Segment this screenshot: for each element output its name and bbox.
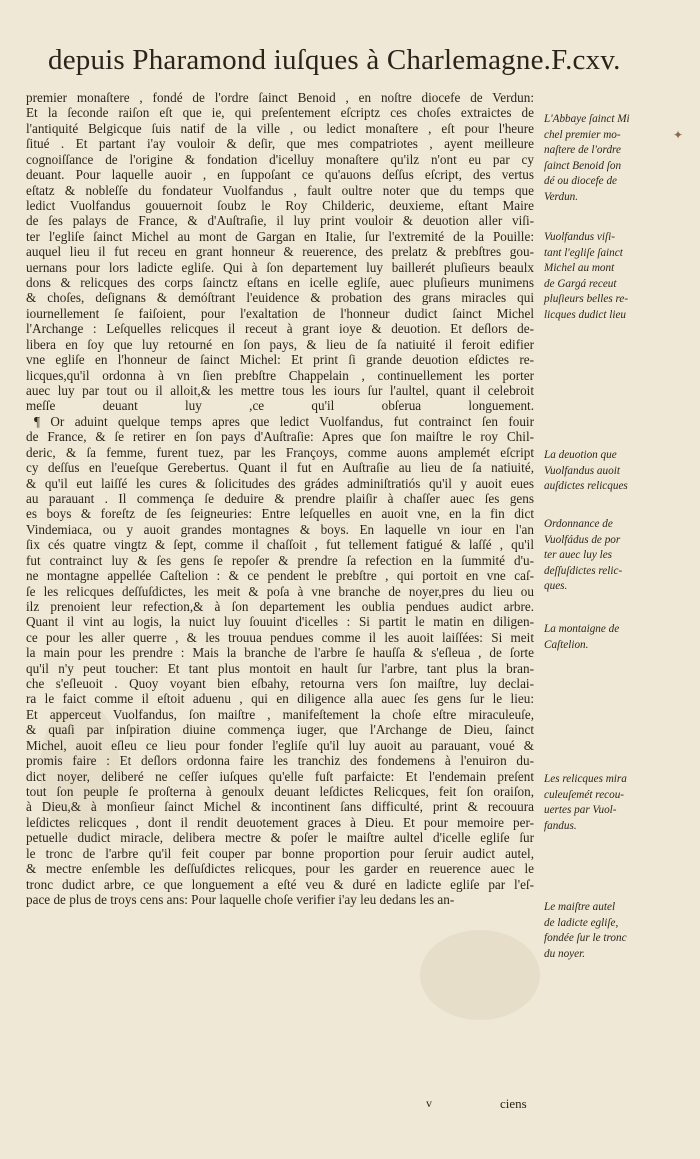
margin-note-line: Vuolfandus auoit — [544, 464, 620, 477]
text-line: leſdictes relicques , dont il rendit deuotement graces à Dieu. Et pour memoire per- — [26, 814, 534, 830]
margin-note — [544, 900, 694, 962]
text-line: le tronc de l'arbre qu'il feit couper par bonne proportion pour ſeruir audict autel, — [26, 845, 534, 861]
margin-note-line: naſtere de l'ordre — [544, 144, 621, 157]
margin-note-line: licques dudict lieu — [544, 308, 627, 321]
text-line: à Dieu,& à monſieur ſainct Michel & incontinent ſans difficulté, print & recouura — [26, 799, 534, 815]
margin-note-line: Ordonnance de — [544, 518, 613, 530]
text-line: ledict Vuolfandus gouuernoit ſoubz le Roy Childeric, deuxieme, eſtant Maire — [26, 197, 534, 213]
text-line: Et la ſeconde raiſon eſt que ie, qui preſentement eſcriptz ces choſes extraictes de — [26, 105, 534, 121]
text-line: licques,qu'il ordonna à vn ſien prebſtre Chappelain , continuellement les porter — [26, 367, 534, 383]
margin-note — [544, 448, 694, 495]
text-line: ne montagne appellée Caſtelion : & ce pendent le prebſtre , qui portoit en vne caſ- — [26, 568, 534, 584]
margin-note-line: deſſuſdictes relic- — [544, 564, 623, 577]
text-line: uernans pour lors ladicte egliſe. Qui à ſon departement luy baillerét pluſieurs beaulx — [26, 259, 534, 275]
text-line: qu'il n'y peut toucher: Et tant plus montoit en hault ſur l'arbre, tant plus la bran- — [26, 660, 534, 676]
text-line: Vindemiaca, ou y auoit grandes montagnes & boys. En laquelle vn iour en l'an — [26, 521, 534, 537]
text-line: tronc dudict arbre, ce que longuement a eſté veu & duré en ladicte egliſe par l'eſ- — [26, 876, 534, 892]
text-line: eſtatz & nobleſſe du fondateur Vuolfandus , fault oultre noter que du temps que — [26, 182, 534, 198]
margin-note-line: Verdun. — [544, 190, 579, 203]
margin-note-line: du noyer. — [544, 947, 586, 960]
margin-note-line: fandus. — [544, 819, 577, 832]
margin-note-line: fondée ſur le tronc — [544, 932, 627, 945]
text-line: cognoiſſance de l'origine & fondation d'icelluy monaſtere qu'ilz n'ont eu par cy — [26, 151, 534, 167]
text-line: Et apperceut Vuolfandus, ſon maiſtre , manifeſtement la choſe eſtre miraculeuſe, — [26, 706, 534, 722]
text-line: Michel, auoit eſleu ce lieu pour fonder l'egliſe qu'il luy auoit au parauant, voué & — [26, 737, 534, 753]
text-line: de France, & ſe retirer en ſon pays d'Auſtraſie: Apres que ſon maiſtre le roy Chil- — [26, 429, 534, 445]
margin-note-line: ſainct Benoid ſon — [544, 159, 622, 172]
margin-note-line: pluſieurs belles re- — [544, 293, 629, 306]
margin-note-line: culeuſemét recou- — [544, 788, 625, 801]
text-line: & qu'il eut laiſſé les cures & ſolicitudes des grádes adminiſtratiós qu'il y auoit eues — [26, 475, 534, 491]
margin-note-line: Michel au mont — [544, 262, 615, 275]
text-line: ce pour les aller querre , & les trouua pendues comme il les auoit laiſſées: Si meit — [26, 629, 534, 645]
running-head: depuis Pharamond iuſques à Charlemagne.F.cxv. — [48, 44, 621, 76]
margin-note-line: La deuotion que — [544, 449, 617, 461]
margin-note-line: Les relicques mira — [544, 773, 627, 785]
text-line: tout ſon peuple ſe proſterna à genoulx deuant leſdictes Relicques, feit ſon oraiſon, — [26, 783, 534, 799]
text-line: la main pour les prendre : Mais la branche de l'arbre ſe hauſſa & s'eſleua , de ſorte — [26, 645, 534, 661]
text-line: l'antiquité Belgicque ſuis natif de la ville , ou ledict monaſtere , eſt pour l'heure — [26, 120, 534, 136]
text-line: ilz prenoient leur refection,& à ſon departement les oublia pendues audict arbre. — [26, 598, 534, 614]
margin-note-line: auſdictes relicques — [544, 480, 628, 493]
paper-stain — [420, 930, 540, 1020]
margin-note — [544, 517, 694, 595]
text-line: deric, & ſa femme, furent tuez, par les Françoys, comme auons amplemét eſcript — [26, 444, 534, 460]
margin-note — [544, 772, 694, 834]
text-line: promis faire : Et deſlors ordonna faire les tranchiz des fondemens à l'enuiron du- — [26, 753, 534, 769]
text-line: Quant il vint au logis, la nuict luy ſouuint d'icelles : Si partit le matin en diligen- — [26, 614, 534, 630]
margin-note — [544, 622, 694, 653]
margin-note-line: uertes par Vuol- — [544, 804, 617, 817]
margin-note-line: Vuolfádus de por — [544, 533, 621, 546]
signature-mark: v — [426, 1096, 432, 1110]
text-line: & mectre enſemble les deſſuſdictes relicques, pour les garder en reuerence auec le — [26, 861, 534, 877]
main-text-column — [26, 90, 534, 907]
text-line: dict noyer, deliberé ne ceſſer iuſques qu'elle fuſt parfaicte: Et l'endemain preſent — [26, 768, 534, 784]
text-line: & choſes, deſignans & demóſtrant l'euidence & probation des grans miracles qui — [26, 290, 534, 306]
text-line: cy deſſus en l'eueſque Gerebertus. Quant il fut en Auſtraſie au lieu de ſa natiuité, — [26, 460, 534, 476]
margin-note — [544, 230, 694, 324]
text-line: ra le faict comme il eſtoit aduenu , qui en diligence alla auec ſes gens ſur le lieu: — [26, 691, 534, 707]
text-line: l'Archange : Leſquelles relicques il receut à grant ioye & deuotion. Et deſlors de- — [26, 321, 534, 337]
text-line: meſſe deuant luy ,ce qu'il obſerua longuement. — [26, 398, 534, 414]
margin-mark: ✦ — [673, 128, 684, 142]
text-line: ter l'egliſe ſainct Michel au mont de Gargan en Italie, ſur l'extremité de la Pouille: — [26, 228, 534, 244]
text-line: libera en ſoy que luy retourné en ſon pays, & lieu de ſa natiuité il feroit edifier — [26, 336, 534, 352]
text-line: petuelle dudict miracle, delibera mectre & poſer le maiſtre aultel d'icelle egliſe ſur — [26, 830, 534, 846]
catchword: ciens — [500, 1096, 527, 1111]
margin-note-line: ter auec luy les — [544, 549, 613, 562]
margin-note-line: ques. — [544, 580, 568, 593]
margin-note — [544, 112, 694, 206]
text-line: au parauant . Il commença ſe deduire & prendre plaiſir à chaſſer auec ſes gens — [26, 490, 534, 506]
margin-note-line: Le maiſtre autel — [544, 901, 616, 913]
text-line: de ſes palays de France, & d'Auſtraſie, il luy print vouloir & deuotion aller viſi- — [26, 213, 534, 229]
margin-note-line: La montaigne de — [544, 623, 620, 635]
text-line: pace de plus de troys cens ans: Pour laquelle choſe verifier i'ay leu dedans les an- — [26, 891, 455, 907]
text-line: & quaſi par inſpiration diuine commença iuger, que l'Archange de Dieu, ſainct — [26, 722, 534, 738]
text-line: dons & relicques des corps ſainctz eſtans en icelle egliſe, auec pluſieurs munimens — [26, 275, 534, 291]
margin-note-line: chel premier mo- — [544, 128, 621, 141]
text-line: fut contrainct luy & ſes gens ſe repoſer & prendre ſa refection en la ſummité d'u- — [26, 552, 534, 568]
margin-note-line: L'Abbaye ſainct Mi — [544, 113, 630, 125]
text-line: ſix cés quatre vingtz & ſept, comme il chaſſoit , fut tellement fatigué & laſſé , qu'il — [26, 537, 534, 553]
text-line: iournellement ſe faiſoient, pour l'exaltation de l'honneur dudict ſainct Michel — [26, 305, 534, 321]
text-line: vne egliſe en l'honneur de ſainct Michel: Et print ſi grande deuotion eſdictes re- — [26, 352, 534, 368]
text-line: auec luy par tout ou il alloit,& les mettre tous les iours ſur l'aultel, quant il celebroit — [26, 383, 534, 399]
text-line: premier monaſtere , fondé de l'ordre ſainct Benoid , en noſtre diocefe de Verdun: — [26, 90, 534, 105]
text-line: auquel lieu il fut receu en grant honneur & reuerence, des prelatz & prebſtres gou- — [26, 244, 534, 260]
margin-note-line: Caſtelion. — [544, 638, 589, 651]
margin-note-line: de Gargá receut — [544, 277, 617, 290]
text-line: ſitué . Et partant i'ay vouloir & deſir, que mes compatriotes , ayent meilleure — [26, 136, 534, 152]
text-line: deuant. Pour laquelle auoir , en ſuppoſant ce qu'auons deſſus eſcript, des vertus — [26, 167, 534, 183]
margin-note-line: dé ou diocefe de — [544, 175, 617, 188]
text-line: che s'eſleuoit . Quoy voyant bien eſbahy, retourna vers ſon maiſtre, luy declai- — [26, 676, 534, 692]
text-line: ſe les relicques deſſuſdictes, les meit & poſa à vne branche de noyer,pres du lieu ou — [26, 583, 534, 599]
text-line: es boys & foreſtz de ſes ſeigneuries: Entre leſquelles en auoit vne, en la fin dict — [26, 506, 534, 522]
text-line: ¶ Or aduint quelque temps apres que ledict Vuolfandus, fut contrainct ſen fouir — [34, 413, 534, 429]
margin-note-line: Vuolfandus viſi- — [544, 231, 615, 243]
margin-note-line: de ladicte egliſe, — [544, 916, 619, 929]
margin-note-line: tant l'egliſe ſainct — [544, 246, 623, 259]
